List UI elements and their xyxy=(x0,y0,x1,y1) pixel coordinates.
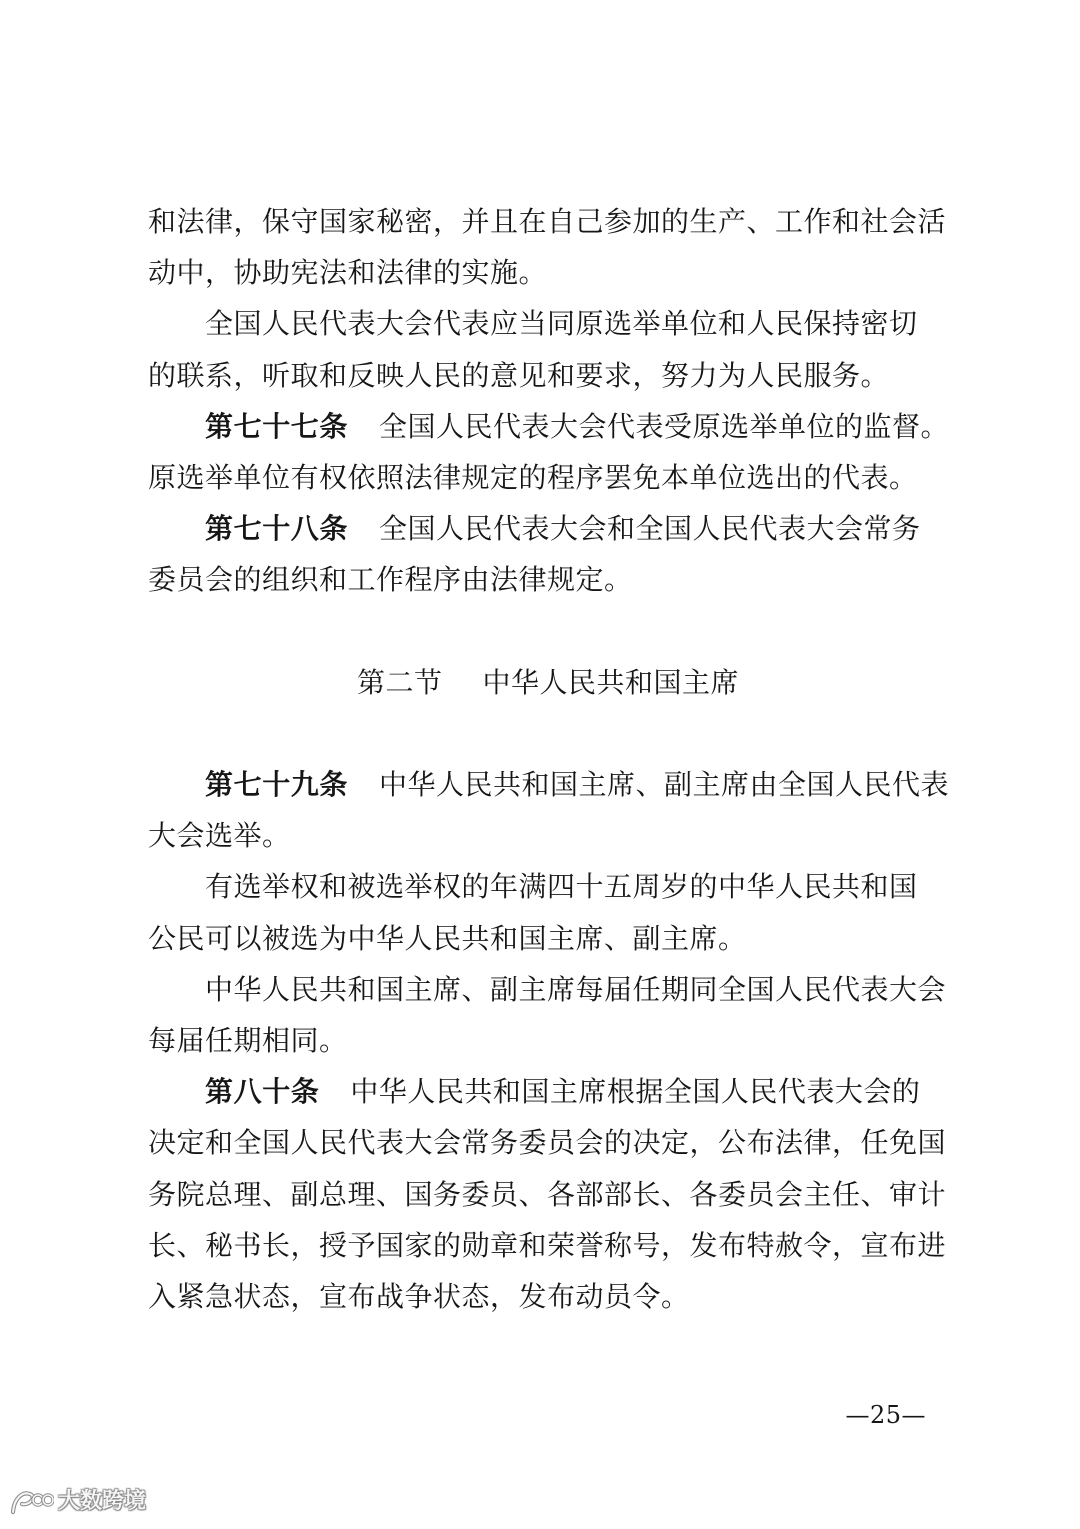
text-line: 动中，协助宪法和法律的实施。 xyxy=(148,256,548,290)
section-heading xyxy=(148,657,948,708)
article-text: 全国人民代表大会代表受原选举单位的监督。 xyxy=(379,409,950,443)
text-line: 原选举单位有权依照法律规定的程序罢免本单位选出的代表。 xyxy=(148,460,918,494)
article-77-paragraph xyxy=(0,401,1080,503)
document-body xyxy=(0,196,1080,1322)
paragraph xyxy=(0,861,1080,963)
text-line: 有选举权和被选举权的年满四十五周岁的中华人民共和国 xyxy=(205,870,918,904)
text-line: 决定和全国人民代表大会常务委员会的决定，公布法律，任免国 xyxy=(148,1126,947,1160)
page-number: —25— xyxy=(845,1401,926,1429)
article-first-line xyxy=(205,503,948,554)
article-label: 第七十七条 xyxy=(205,409,349,443)
article-label: 第七十九条 xyxy=(205,768,349,802)
text-line: 中华人民共和国主席、副主席每届任期同全国人民代表大会 xyxy=(205,972,947,1006)
article-label: 第八十条 xyxy=(205,1075,320,1109)
watermark-text: 大数跨境 xyxy=(58,1489,147,1514)
brand-logo-icon xyxy=(8,1486,54,1518)
paragraph xyxy=(0,964,1080,1066)
article-label: 第七十八条 xyxy=(205,512,349,546)
text-line: 大会选举。 xyxy=(148,819,291,853)
article-80-paragraph xyxy=(0,1066,1080,1322)
paragraph xyxy=(0,196,1080,298)
text-line: 入紧急状态，宣布战争状态，发布动员令。 xyxy=(148,1279,690,1313)
article-text: 中华人民共和国主席根据全国人民代表大会的 xyxy=(350,1075,921,1109)
text-line: 务院总理、副总理、国务委员、各部部长、各委员会主任、审计 xyxy=(148,1177,947,1211)
section-number: 第二节 xyxy=(356,665,443,699)
article-text: 全国人民代表大会和全国人民代表大会常务 xyxy=(379,512,921,546)
text-line: 的联系，听取和反映人民的意见和要求，努力为人民服务。 xyxy=(148,358,890,392)
text-line: 委员会的组织和工作程序由法律规定。 xyxy=(148,563,633,597)
text-line: 长、秘书长，授予国家的勋章和荣誉称号，发布特赦令，宣布进 xyxy=(148,1228,947,1262)
text-line: 公民可以被选为中华人民共和国主席、副主席。 xyxy=(148,921,747,955)
article-first-line xyxy=(205,759,948,810)
text-line: 和法律，保守国家秘密，并且在自己参加的生产、工作和社会活 xyxy=(148,205,947,238)
text-line: 全国人民代表大会代表应当同原选举单位和人民保持密切 xyxy=(205,307,918,341)
article-first-line xyxy=(205,1066,948,1117)
article-text: 中华人民共和国主席、副主席由全国人民代表 xyxy=(379,768,950,802)
paragraph xyxy=(0,298,1080,400)
article-79-paragraph xyxy=(0,759,1080,861)
article-first-line xyxy=(205,401,948,452)
section-title: 中华人民共和国主席 xyxy=(482,665,740,699)
text-line: 每届任期相同。 xyxy=(148,1024,348,1057)
watermark xyxy=(8,1484,146,1520)
article-78-paragraph xyxy=(0,503,1080,605)
